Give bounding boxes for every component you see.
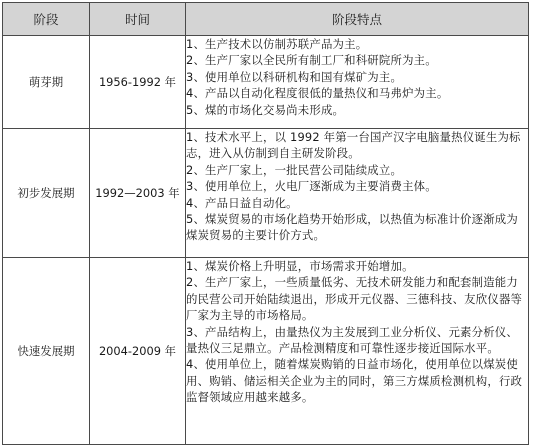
feature-item: 4、产品日益自动化。 — [186, 195, 298, 210]
stage-cell: 萌芽期 — [3, 36, 90, 129]
time-cell: 2004-2009 年 — [90, 258, 186, 445]
header-stage: 阶段 — [3, 3, 90, 36]
table-row-embryonic — [3, 36, 529, 129]
stage-table — [2, 2, 529, 445]
feature-item: 1、煤炭价格上升明显，市场需求开始增加。 — [186, 259, 414, 273]
feature-item: 2、生产厂家上，一些质量低劣、无技术研发能力和配套制造能力的民营公司开始陆续退出，形成开元仪器、三德科技、友欣仪器等厂家为主导的市场格局。 — [186, 275, 523, 323]
features-cell — [186, 258, 529, 445]
feature-item: 1、生产技术以仿制苏联产品为主。 — [186, 37, 368, 51]
feature-item: 3、使用单位上，火电厂逐渐成为主要消费主体。 — [186, 179, 437, 194]
stage-cell: 初步发展期 — [3, 129, 90, 258]
feature-item: 1、技术水平上，以 1992 年第一台国产汉字电脑量热仪诞生为标志，进入从仿制到自主研发阶段。 — [186, 130, 521, 161]
features-cell — [186, 129, 529, 258]
header-row — [3, 3, 529, 36]
time-cell: 1956-1992 年 — [90, 36, 186, 129]
table-body — [3, 36, 529, 445]
header-time: 时间 — [90, 3, 186, 36]
feature-item: 3、使用单位以科研机构和国有煤矿为主。 — [186, 69, 403, 84]
stage-cell: 快速发展期 — [3, 258, 90, 445]
feature-item: 2、生产厂家以全民所有制工厂和科研院所为主。 — [186, 53, 437, 68]
features-cell — [186, 36, 529, 129]
header-features: 阶段特点 — [186, 3, 529, 36]
feature-item: 2、生产厂家上，一批民营公司陆续成立。 — [186, 162, 403, 177]
table-header — [3, 3, 529, 36]
feature-item: 5、煤的市场化交易尚未形成。 — [186, 102, 345, 117]
time-cell: 1992—2003 年 — [90, 129, 186, 258]
feature-item: 3、产品结构上，由量热仪为主发展到工业分析仪、元素分析仪、量热仪三足鼎立。产品检测精度和可靠性逐步接近国际水平。 — [186, 324, 518, 356]
feature-item: 4、使用单位上，随着煤炭购销的日益市场化，使用单位以煤炭使用、购销、储运相关企业为主的同时，第三方煤质检测机构，行政监督领域应用越来越多。 — [186, 357, 523, 405]
feature-item: 4、产品以自动化程度很低的量热仪和马弗炉为主。 — [186, 86, 449, 101]
feature-item: 5、煤炭贸易的市场化趋势开始形成，以热值为标准计价逐渐成为煤炭贸易的主要计价方式。 — [186, 212, 518, 243]
table-row-rapid-development — [3, 258, 529, 445]
table-row-initial-development — [3, 129, 529, 258]
